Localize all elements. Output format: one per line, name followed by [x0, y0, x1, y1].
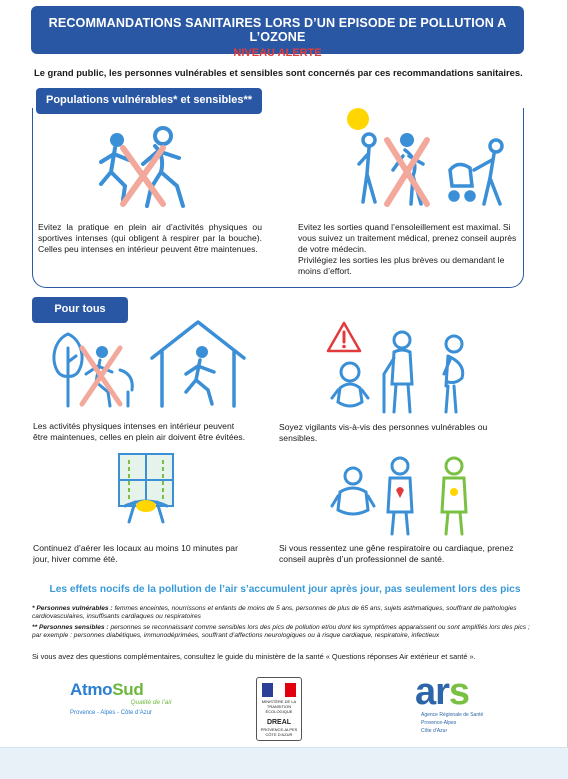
- page-header: [31, 6, 524, 59]
- atmosud-region: Provence - Alpes - Côte d’Azur: [70, 710, 153, 716]
- dreal-logo: [256, 677, 302, 741]
- respiratory-icon: [330, 466, 376, 528]
- vulnerable-right-paragraph-2: Privilégiez les sorties les plus brèves ou demandant le moins d’effort.: [298, 255, 505, 276]
- page-title: RECOMMANDATIONS SANITAIRES LORS D’UN EPISODE DE POLLUTION A L’OZONE: [48, 16, 507, 44]
- alert-level: NIVEAU ALERTE: [233, 47, 322, 59]
- all-activities-text: Les activités physiques intenses en intérieur peuvent être maintenues, celles en plein air doivent être évitées.: [33, 421, 246, 442]
- ars-wordmark: [415, 671, 495, 713]
- ars-line-1: Agence Régionale de Santé: [421, 712, 484, 718]
- house-runner-icon: [148, 318, 248, 410]
- ars-line-3: Côte d’Azur: [421, 728, 448, 734]
- stroller-icon: [444, 138, 524, 210]
- dreal-region: PROVENCE-ALPES CÔTE D’AZUR: [260, 727, 298, 737]
- note-sensitive-text: personnes se reconnaissant comme sensibles lors des pics de pollution et/ou dont les symptômes apparaissent ou sont amplifiés lors des pics ; par exemple : personnes diabétiques, immunodéprimées, souffrant d’affections neurologiques ou à risque cardiaque, respiratoire, infectieux: [32, 623, 530, 640]
- ars-line-2: Provence-Alpes: [421, 720, 457, 726]
- french-flag-icon: [262, 683, 296, 697]
- elderly-icon: [378, 330, 424, 416]
- sun-icon: [347, 108, 369, 130]
- ars-logo: [415, 671, 495, 734]
- note-sensitive-label: ** Personnes sensibles :: [32, 623, 109, 631]
- dreal-name: DREAL: [266, 719, 292, 726]
- all-symptoms-text: Si vous ressentez une gêne respiratoire ou cardiaque, prenez conseil auprès d’un professionnel de santé.: [279, 543, 514, 564]
- footnotes: [32, 605, 530, 643]
- vulnerable-right-text: [298, 222, 520, 277]
- all-tab: Pour tous: [32, 297, 128, 323]
- all-vigilant-text: Soyez vigilants vis-à-vis des personnes vulnérables ou sensibles.: [279, 422, 488, 443]
- note-sensitive: [32, 624, 530, 641]
- atmosud-tagline: Qualité de l’air: [130, 699, 172, 706]
- atmosud-wordmark-part2: Sud: [112, 680, 144, 699]
- ars-wordmark-part1: ar: [415, 671, 449, 713]
- effects-banner: Les effets nocifs de la pollution de l’air s’accumulent jour après jour, pas seulement lors des pics: [49, 584, 521, 595]
- pregnant-icon: [436, 334, 476, 414]
- walking-family-icon: [355, 130, 435, 210]
- questions-text: Si vous avez des questions complémentaires, consultez le guide du ministère de la santé « Questions réponses Air extérieur et santé ».: [32, 652, 476, 661]
- baby-icon: [330, 360, 370, 412]
- page-bottom-edge: [0, 747, 568, 779]
- note-vulnerable-text: femmes enceintes, nourrissons et enfants de moins de 5 ans, personnes de plus de 65 ans, sujets asthmatiques, souffrant de pathologies cardiovasculaires, insuffisants cardiaques ou respiratoires: [32, 605, 517, 621]
- all-air-text: Continuez d’aérer les locaux au moins 10 minutes par jour, hiver comme été.: [33, 543, 238, 564]
- ars-wordmark-part2: s: [448, 671, 470, 713]
- vulnerable-right-paragraph-1: Evitez les sorties quand l’ensoleillement est maximal. Si vous suivez un traitement médical, prenez conseil auprès de votre médecin.: [298, 222, 517, 254]
- atmosud-wordmark-part1: Atmo: [70, 680, 113, 699]
- vulnerable-left-text: [38, 222, 262, 255]
- note-vulnerable: [32, 605, 530, 622]
- heart-icon: [382, 456, 482, 536]
- vulnerable-tab: Populations vulnérables* et sensibles**: [36, 88, 262, 114]
- atmosud-logo: [70, 680, 180, 716]
- running-people-icon: [95, 126, 205, 216]
- window-icon: [115, 450, 177, 526]
- note-vulnerable-label: * Personnes vulnérables :: [32, 605, 113, 612]
- intro-text: Le grand public, les personnes vulnérables et sensibles sont concernés par ces recommandations sanitaires.: [34, 67, 523, 78]
- warning-icon: [326, 320, 362, 354]
- dreal-ministry: MINISTÈRE DE LA TRANSITION ÉCOLOGIQUE: [261, 699, 297, 714]
- tree-runner-icon: [48, 330, 140, 410]
- atmosud-wordmark: [70, 680, 180, 700]
- vulnerable-left-paragraph: Evitez la pratique en plein air d’activités physiques ou sportives intenses (qui obligent à respirer par la bouche). Celles peu intenses en intérieur peuvent être maintenues.: [38, 222, 262, 254]
